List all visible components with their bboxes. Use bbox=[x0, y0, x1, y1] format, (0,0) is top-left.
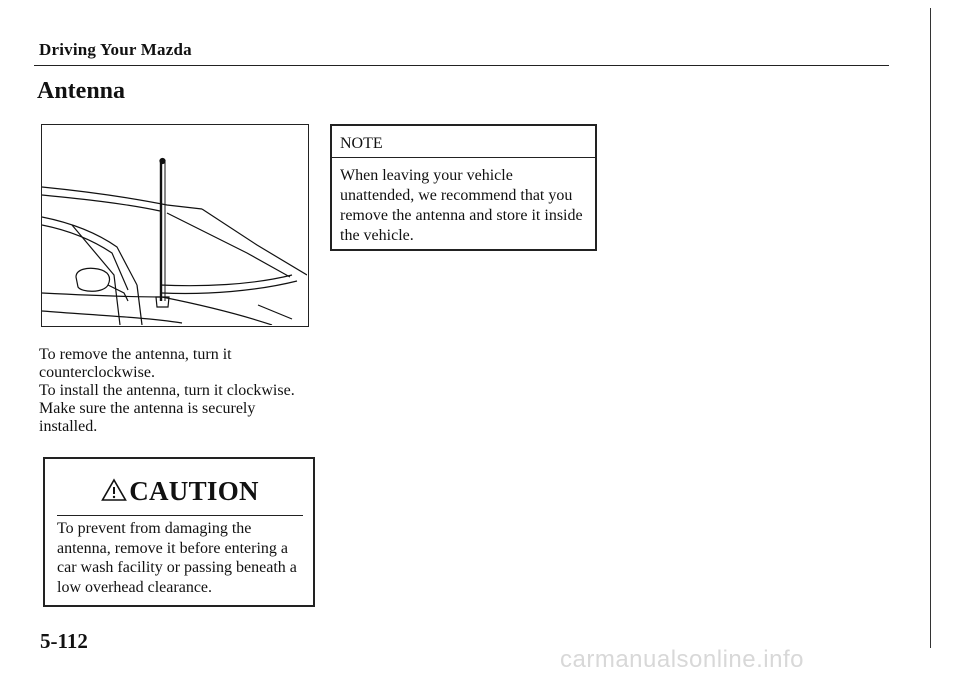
note-line: the vehicle. bbox=[340, 227, 414, 244]
note-title: NOTE bbox=[332, 126, 595, 158]
caution-header bbox=[57, 467, 303, 516]
section-title: Antenna bbox=[37, 78, 126, 104]
caution-box bbox=[43, 457, 315, 607]
instruction-line: To remove the antenna, turn it bbox=[39, 346, 232, 363]
note-box bbox=[330, 124, 597, 251]
note-line: unattended, we recommend that you bbox=[340, 187, 573, 204]
warning-triangle-icon bbox=[101, 478, 127, 502]
note-text bbox=[340, 166, 592, 246]
running-header: Driving Your Mazda bbox=[39, 40, 192, 59]
caution-title: CAUTION bbox=[129, 475, 259, 506]
note-line: When leaving your vehicle bbox=[340, 167, 513, 184]
caution-text bbox=[57, 519, 307, 597]
note-line: remove the antenna and store it inside bbox=[340, 207, 583, 224]
instruction-line: counterclockwise. bbox=[39, 364, 155, 381]
instruction-line: Make sure the antenna is securely bbox=[39, 400, 256, 417]
page-edge-mark bbox=[930, 8, 931, 648]
antenna-illustration bbox=[41, 124, 309, 327]
caution-line: antenna, remove it before entering a bbox=[57, 539, 288, 557]
caution-line: low overhead clearance. bbox=[57, 578, 213, 596]
instructions-text bbox=[39, 346, 329, 436]
site-watermark: carmanualsonline.info bbox=[560, 646, 804, 673]
caution-line: To prevent from damaging the bbox=[57, 520, 252, 537]
instruction-line: installed. bbox=[39, 418, 98, 435]
instruction-line: To install the antenna, turn it clockwise. bbox=[39, 382, 295, 399]
caution-line: car wash facility or passing beneath a bbox=[57, 559, 297, 576]
page-number: 5-112 bbox=[40, 629, 88, 653]
header-rule bbox=[34, 65, 889, 66]
